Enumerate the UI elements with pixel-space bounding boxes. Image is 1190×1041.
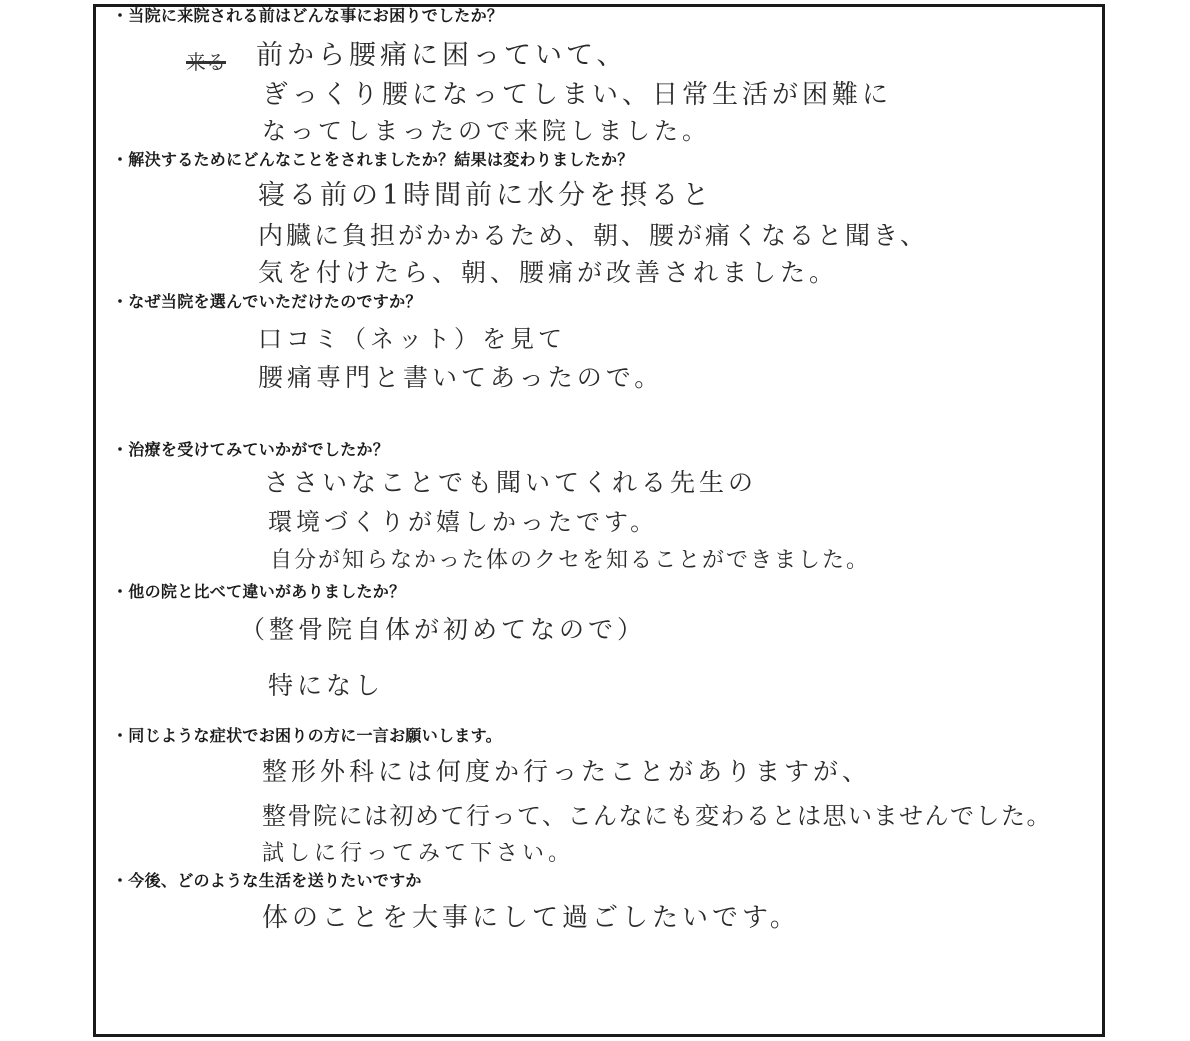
answer-4-line-1: ささいなことでも聞いてくれる先生の — [264, 468, 758, 497]
answer-7-line-1: 体のことを大事にして過ごしたいです。 — [262, 903, 800, 933]
answer-6-line-2: 整骨院には初めて行って、こんなにも変わるとは思いませんでした。 — [262, 802, 1053, 830]
answer-6-line-3: 試しに行ってみて下さい。 — [262, 841, 575, 866]
answer-1-line-2: ぎっくり腰になってしまい、日常生活が困難に — [262, 80, 893, 110]
question-5: ・他の院と比べて違いがありましたか？ — [112, 582, 406, 601]
question-2: ・解決するためにどんなことをされましたか？結果は変わりましたか？ — [112, 150, 634, 169]
question-4: ・治療を受けてみていかがでしたか？ — [112, 440, 390, 459]
answer-6-line-1: 整形外科には何度か行ったことがありますが、 — [262, 757, 872, 786]
question-1: ・当院に来院される前はどんな事にお困りでしたか？ — [112, 6, 504, 25]
question-6: ・同じような症状でお困りの方に一言お願いします。 — [112, 726, 502, 745]
answer-2-line-2: 内臓に負担がかかるため、朝、腰が痛くなると聞き、 — [258, 221, 929, 250]
answer-1-line-3: なってしまったので来院しました。 — [262, 117, 710, 145]
answer-5-line-1: （整骨院自体が初めてなので） — [240, 615, 647, 644]
answer-1-line-1: 前から腰痛に困っていて、 — [256, 40, 628, 71]
answer-3-line-2: 腰痛専門と書いてあったので。 — [258, 363, 664, 392]
answer-4-line-2: 環境づくりが嬉しかったです。 — [268, 508, 659, 536]
answer-2-line-3: 気を付けたら、朝、腰痛が改善されました。 — [258, 258, 839, 287]
question-7: ・今後、どのような生活を送りたいですか — [112, 871, 422, 890]
answer-3-line-1: 口コミ（ネット）を見て — [258, 325, 566, 353]
answer-2-line-1: 寝る前の1時間前に水分を摂ると — [258, 180, 714, 211]
answer-5-line-2: 特になし — [268, 671, 385, 700]
answer-4-line-3: 自分が知らなかった体のクセを知ることができました。 — [270, 548, 871, 573]
question-3: ・なぜ当院を選んでいただけたのですか？ — [112, 292, 422, 311]
struck-out-text: 来る — [186, 50, 226, 74]
